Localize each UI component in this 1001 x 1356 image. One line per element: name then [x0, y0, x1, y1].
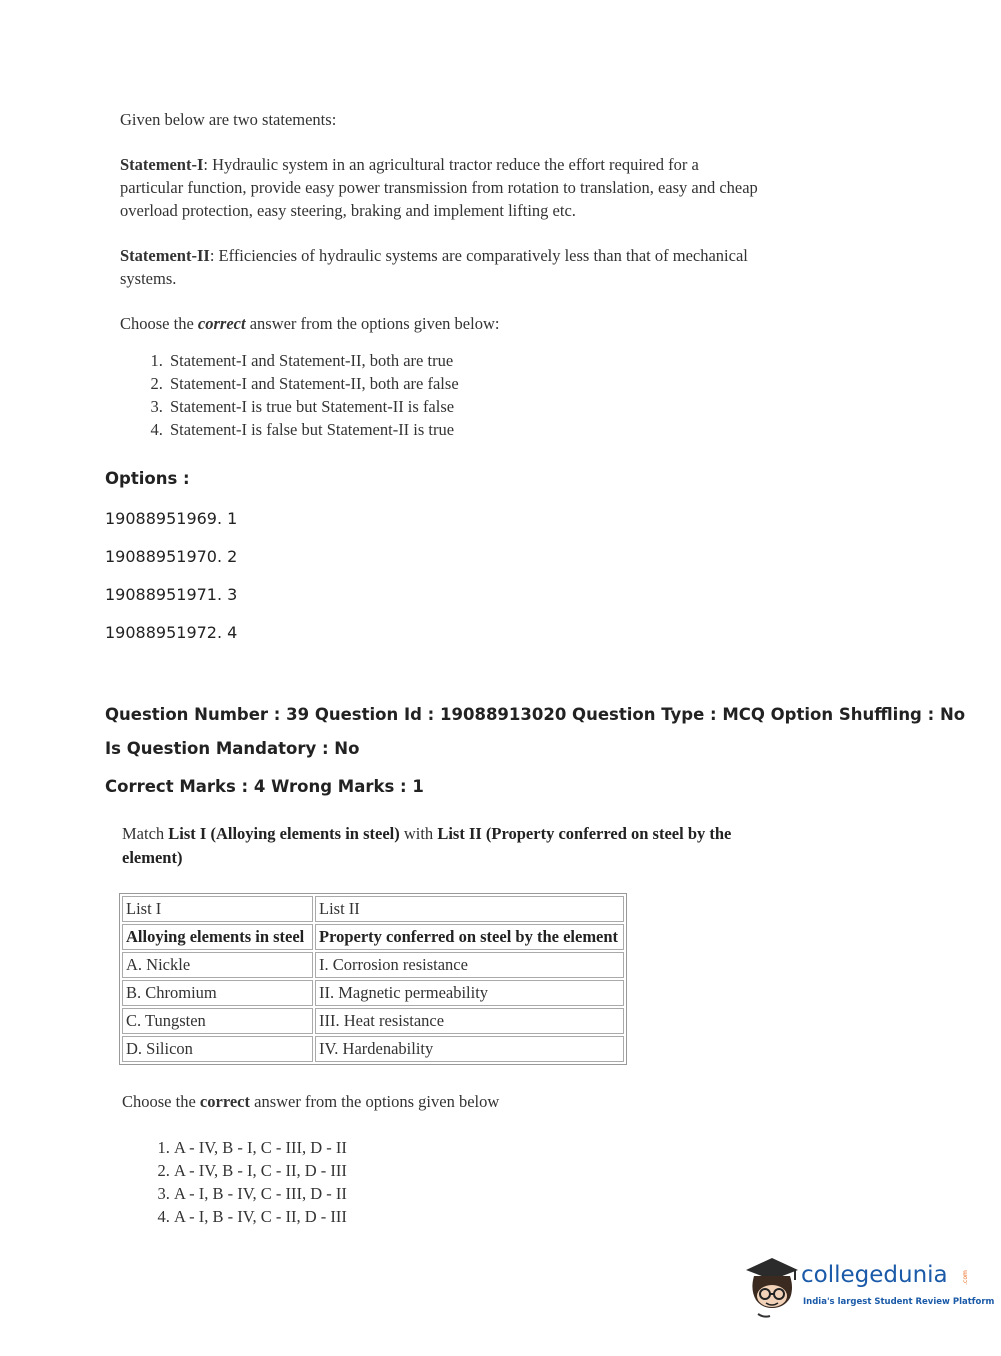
choose-pre: Choose the — [120, 314, 198, 333]
statement-1-text: : Hydraulic system in an agricultural tractor reduce the effort required for a particular function, provide easy power transmission from rotation to translation, easy and cheap overload protection, easy steering, braking and implement lifting etc. — [120, 155, 758, 220]
statement-1-label: Statement-I — [120, 155, 204, 174]
option-item: 19088951970. 2 — [105, 547, 238, 566]
choose-pre: Choose the — [122, 1092, 200, 1111]
choose-emphasis: correct — [199, 1092, 250, 1111]
match-table — [119, 893, 627, 1065]
table-cell: Property conferred on steel by the element — [315, 924, 624, 950]
answer-choice: 3. Statement-I is true but Statement-II is false — [167, 395, 760, 418]
table-cell: B. Chromium — [122, 980, 313, 1006]
choose-emphasis: correct — [197, 314, 246, 333]
table-cell: C. Tungsten — [122, 1008, 313, 1034]
logo-tagline: India's largest Student Review Platform — [803, 1297, 995, 1307]
answer-choice: 1. A - IV, B - I, C - III, D - II — [174, 1136, 347, 1159]
table-cell: III. Heat resistance — [315, 1008, 624, 1034]
table-cell: D. Silicon — [122, 1036, 313, 1062]
statements-intro: Given below are two statements: — [120, 110, 337, 129]
question-meta-line: Question Number : 39 Question Id : 19088913020 Question Type : MCQ Option Shuffling : No — [105, 705, 966, 724]
statement-2-text: : Efficiencies of hydraulic systems are comparatively less than that of mechanical systems. — [120, 246, 748, 288]
statement-1 — [120, 153, 760, 222]
logo-suffix: .com — [961, 1270, 969, 1285]
match-pre: Match — [122, 824, 169, 843]
logo-wordmark: collegedunia — [801, 1262, 948, 1288]
match-mid: with — [399, 824, 438, 843]
question-marks: Correct Marks : 4 Wrong Marks : 1 — [105, 777, 424, 796]
match-list1: List I (Alloying elements in steel) — [168, 824, 400, 843]
answer-choice: 4. A - I, B - IV, C - II, D - III — [174, 1205, 347, 1228]
choose-post: answer from the options given below — [250, 1092, 500, 1111]
answer-choice: 2. Statement-I and Statement-II, both are false — [167, 372, 760, 395]
answer-choices-2 — [122, 1136, 347, 1228]
option-item: 19088951971. 3 — [105, 585, 238, 604]
answer-choice: 1. Statement-I and Statement-II, both are true — [167, 349, 760, 372]
options-title: Options : — [105, 469, 190, 488]
option-item: 19088951972. 4 — [105, 623, 238, 642]
table-row — [122, 1036, 624, 1062]
table-cell: A. Nickle — [122, 952, 313, 978]
answer-choice: 2. A - IV, B - I, C - II, D - III — [174, 1159, 347, 1182]
choose-instruction-2 — [122, 1092, 499, 1112]
table-row — [122, 924, 624, 950]
answer-choices — [120, 349, 760, 441]
table-cell: II. Magnetic permeability — [315, 980, 624, 1006]
table-cell: I. Corrosion resistance — [315, 952, 624, 978]
table-cell: IV. Hardenability — [315, 1036, 624, 1062]
match-instruction — [122, 822, 732, 870]
choose-post: answer from the options given below: — [245, 314, 500, 333]
question-mandatory: Is Question Mandatory : No — [105, 739, 360, 758]
answer-choice: 3. A - I, B - IV, C - III, D - II — [174, 1182, 347, 1205]
table-row — [122, 1008, 624, 1034]
table-row — [122, 980, 624, 1006]
table-cell: List I — [122, 896, 313, 922]
table-cell: Alloying elements in steel — [122, 924, 313, 950]
answer-choice: 4. Statement-I is false but Statement-II is true — [167, 418, 760, 441]
statement-2 — [120, 244, 760, 290]
question-38-body — [120, 108, 760, 441]
match-list2: List II (Property conferred on steel by the element) — [122, 824, 732, 867]
table-row — [122, 896, 624, 922]
table-row — [122, 952, 624, 978]
statement-2-label: Statement-II — [120, 246, 210, 265]
option-item: 19088951969. 1 — [105, 509, 238, 528]
choose-instruction — [120, 312, 760, 335]
table-cell: List II — [315, 896, 624, 922]
